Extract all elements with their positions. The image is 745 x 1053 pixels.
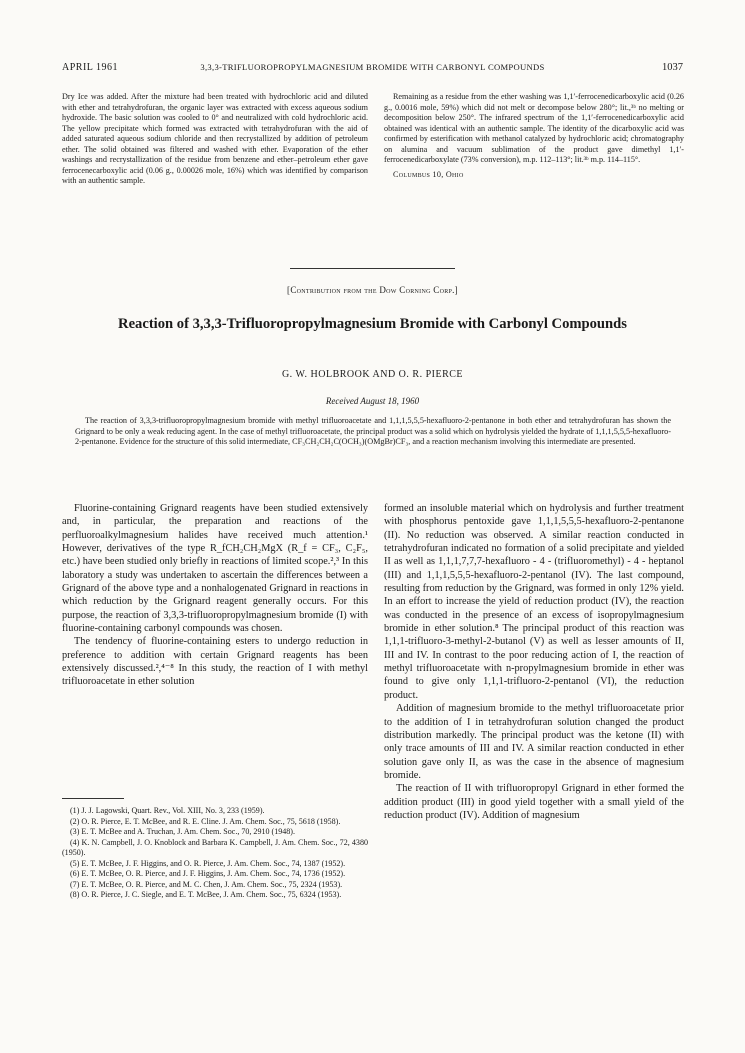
paragraph: formed an insoluble material which on hydrolysis and further treatment with phosphorus pentoxide gave 1,1,1,5,5,5-hexafluoro-2-pentanone (II). No reduction was observed. A similar reaction conducted in tetrahydrofuran indicated no formation of a solid precipitate and yielded II as well as 1,1,1,7,7,7-hexafluoro - 4 - (trifluoromethyl) - 4 - heptanol (III) and 1,1,1,5,5,5-hexafluoro-2-pentanol (IV). The last compound, resulting from reduction by the Grignard, was formed in only 12% yield. In an effort to increase the yield of reduction product (IV), the reaction was conducted in the presence of an excess of isopropylmagnesium bromide in ether solution.⁸ The principal product of this reaction was 1,1,1-trifluoro-3-methyl-2-butanol (V) as well as lesser amounts of II, III and IV. In contrast to the poor reducing action of I, the reaction of methyl trifluoroacetate with n-propylmagnesium bromide in ether was found to give only 1,1,1-trifluoro-2-pentanol (VI), the reduction product. (384, 503, 684, 701)
running-header-title: 3,3,3-TRIFLUOROPROPYLMAGNESIUM BROMIDE WITH CARBONYL COMPOUNDS (200, 62, 545, 72)
paragraph: Addition of magnesium bromide to the methyl trifluoroacetate prior to the addition of I in tetrahydrofuran solution changed the product distribution markedly. The principal product was the ketone (II) with only trace amounts of III and IV. A similar reaction conducted in ether solution gave only II, as was the case in the absence of magnesium bromide. (384, 703, 684, 781)
article-title: Reaction of 3,3,3-Trifluoropropylmagnesium Bromide with Carbonyl Compounds (118, 316, 627, 332)
abstract: The reaction of 3,3,3-trifluoropropylmagnesium bromide with methyl trifluoroacetate and 1,1,1,5,5,5-hexafluoro-2-pentanone in both ether and tetrahydrofuran has shown the Grignard to be only a weak reducing agent. In the case of methyl trifluoroacetate, the principal product was a solid which on hydrolysis yielded the hydrate of 1,1,1,5,5,5-hexafluoro-2-pentanone. Evidence for the structure of this solid intermediate, CF₃CH₂CH₂C(OCH₃)(OMgBr)CF₃, and a reaction mechanism involving this intermediate are presented. (75, 416, 671, 446)
footnote: (3) E. T. McBee and A. Truchan, J. Am. Chem. Soc., 70, 2910 (1948). (70, 827, 295, 836)
footnote: (4) K. N. Campbell, J. O. Knoblock and Barbara K. Campbell, J. Am. Chem. Soc., 72, 4380 (1950). (62, 837, 368, 857)
footnote: (1) J. J. Lagowski, Quart. Rev., Vol. XIII, No. 3, 233 (1959). (70, 806, 265, 815)
section-divider (290, 268, 455, 269)
paragraph: The reaction of II with trifluoropropyl Grignard in ether formed the addition product (III) in good yield together with a small yield of the reduction product (IV). Addition of magnesium (384, 783, 684, 821)
paragraph: The tendency of fluorine-containing esters to undergo reduction in preference to addition with certain Grignard reagents has been extensively discussed.²,⁴⁻⁸ In this study, the reaction of I with methyl trifluoroacetate in ether solution (62, 636, 368, 688)
received-date: Received August 18, 1960 (325, 396, 420, 406)
prior-article-experimental-right (384, 92, 684, 180)
author-location: Columbus 10, Ohio (393, 169, 464, 179)
body-column-right (384, 502, 684, 822)
contribution-line: [Contribution from the Dow Corning Corp.] (287, 285, 458, 295)
footnotes (62, 806, 368, 901)
running-header-date: APRIL 1961 (62, 62, 119, 73)
article-authors: G. W. HOLBROOK AND O. R. PIERCE (281, 369, 464, 380)
paragraph: Fluorine-containing Grignard reagents have been studied extensively and, in particular, the preparation and reactions of the perfluoroalkylmagnesium halides have received much attention.¹ However, derivatives of the type R_fCH₂CH₂MgX (R_f = CF₃, C₂F₅, etc.) have been studied only briefly in reactions of limited scope.²,³ In this laboratory a study was undertaken to ascertain the differences between a Grignard of the above type and a nonhalogenated Grignard in reactions in which reduction by the Grignard reagent generally occurs. For this purpose, the reaction of 3,3,3-trifluoropropylmagnesium bromide (I) with fluorine-containing carbonyl compounds was chosen. (62, 503, 368, 635)
paragraph: Remaining as a residue from the ether washing was 1,1′-ferrocenedicarboxylic acid (0.26 g., 0.0016 mole, 59%) which did not melt or decompose below 280°; lit.,³ᵇ no melting or decomposition below 250°. The infrared spectrum of the 1,1′-ferrocenedicarboxylic acid obtained was identical with an authentic sample. The identity of the dicarboxylic acid was confirmed by esterification with methanol catalyzed by hydrochloric acid; chromatography on alumina and vacuum sublimation of the product gave dimethyl 1,1′-ferrocenedicarboxylate (73% conversion), m.p. 112–113°; lit.³ᵇ m.p. 114–115°. (384, 92, 684, 165)
prior-article-experimental-left (62, 92, 368, 187)
footnote: (6) E. T. McBee, O. R. Pierce, and J. F. Higgins, J. Am. Chem. Soc., 74, 1736 (1952). (70, 869, 346, 878)
footnote: (8) O. R. Pierce, J. C. Siegle, and E. T. McBee, J. Am. Chem. Soc., 75, 6324 (1953). (70, 890, 342, 899)
footnote: (2) O. R. Pierce, E. T. McBee, and R. E. Cline. J. Am. Chem. Soc., 75, 5618 (1958). (70, 816, 341, 826)
footnote: (5) E. T. McBee, J. F. Higgins, and O. R. Pierce, J. Am. Chem. Soc., 74, 1387 (1952). (70, 858, 346, 868)
footnote-divider (62, 798, 124, 799)
footnote: (7) E. T. McBee, O. R. Pierce, and M. C. Chen, J. Am. Chem. Soc., 75, 2324 (1953). (70, 879, 343, 889)
paragraph: Dry Ice was added. After the mixture had been treated with hydrochloric acid and diluted with ether and tetrahydrofuran, the organic layer was extracted with excess aqueous sodium hydroxide. The basic solution was cooled to 0° and neutralized with cold hydrochloric acid. The yellow precipitate which formed was extracted with tetrahydrofuran with the aid of added saturated aqueous sodium chloride and then recrystallized by addition of petroleum ether. The solid obtained was filtered and washed with ether. Evaporation of the ether washings and recrystallization of the residue from benzene and ether–petroleum ether gave ferrocenecarboxylic acid (0.06 g., 0.00026 mole, 16%) which was identified by comparison with an authentic sample. (62, 92, 368, 186)
body-column-left (62, 502, 368, 689)
page-number: 1037 (662, 62, 683, 73)
